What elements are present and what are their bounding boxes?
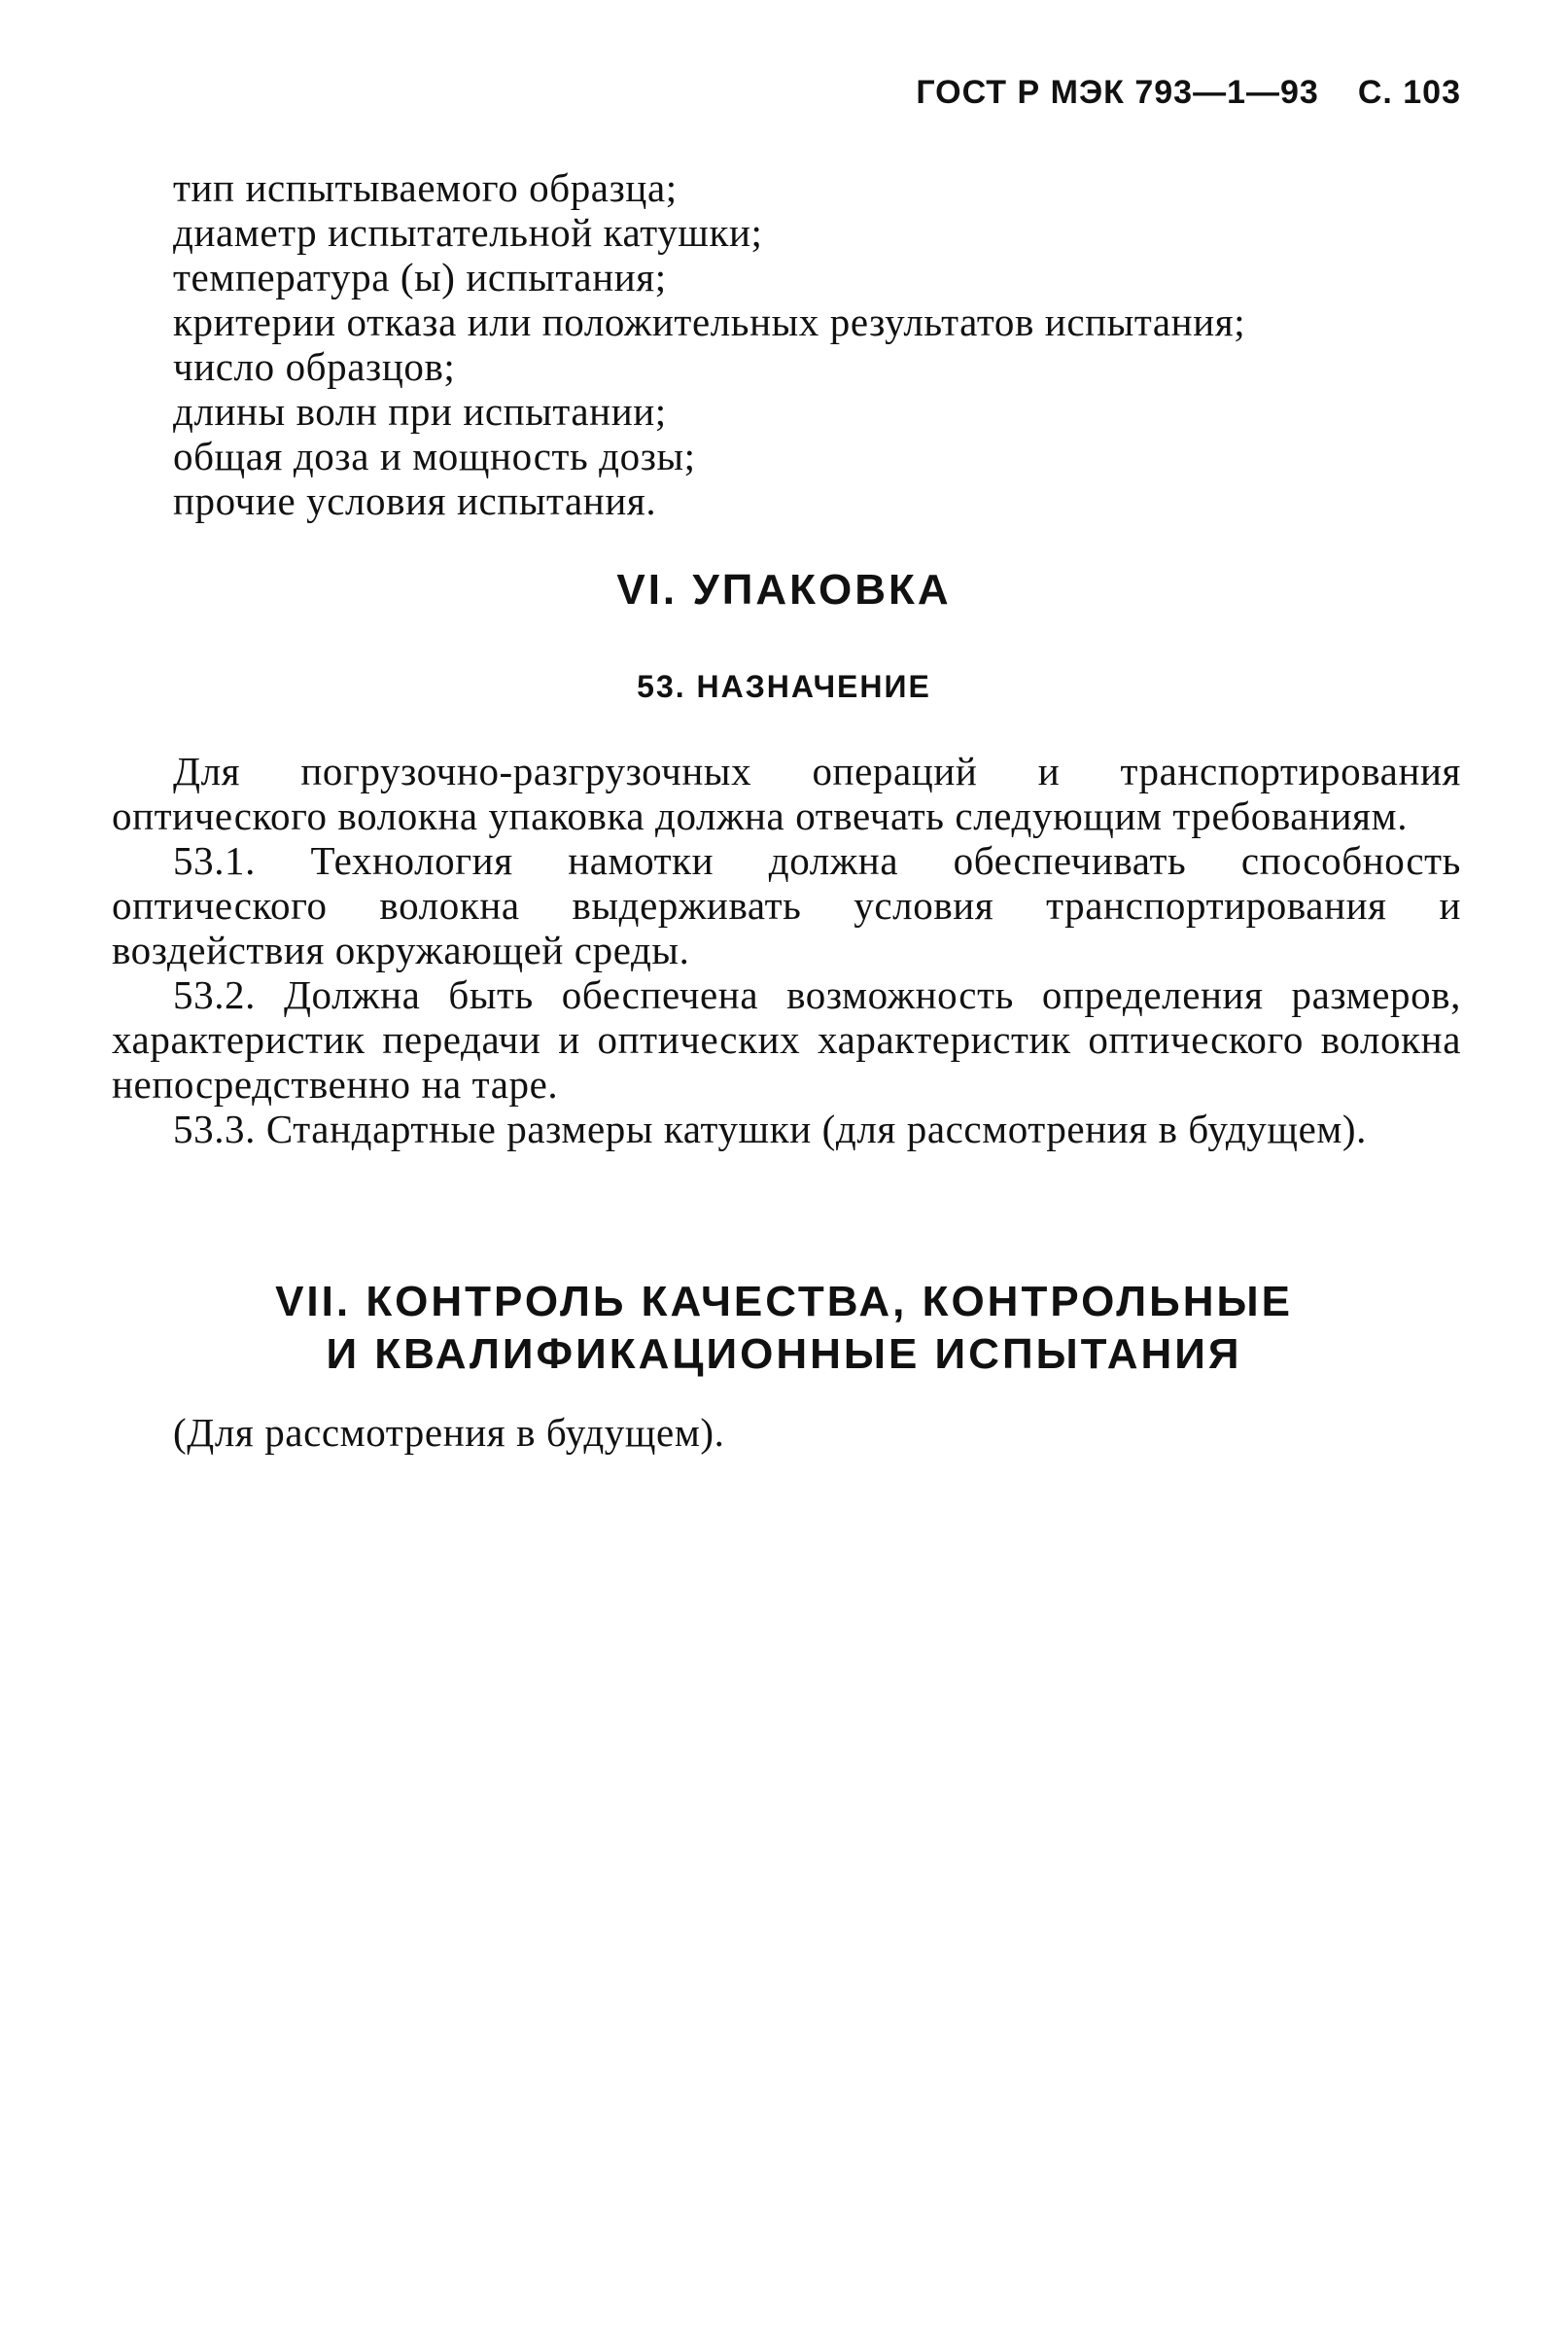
- section-53-body: [112, 749, 1461, 1151]
- paragraph-intro: Для погрузочно-разгрузочных операций и транспортирования оптического волокна упаковка должна отвечать следующим требованиям.: [112, 749, 1461, 838]
- section-vi-title: VI. УПАКОВКА: [616, 566, 952, 614]
- list-item: температура (ы) испытания;: [173, 255, 667, 299]
- document-code: ГОСТ Р МЭК 793—1—93: [916, 74, 1319, 111]
- paragraph-53-2: 53.2. Должна быть обеспечена возможность определения размеров, характеристик передачи и оптических характеристик оптического волокна непосредственно на таре.: [112, 972, 1461, 1107]
- list-item: длины волн при испытании;: [173, 389, 667, 434]
- section-vii-title-line1: VII. КОНТРОЛЬ КАЧЕСТВА, КОНТРОЛЬНЫЕ: [275, 1278, 1293, 1325]
- list-item: критерии отказа или положительных результатов испытания;: [173, 299, 1246, 344]
- running-header: [916, 74, 1461, 112]
- list-item: число образцов;: [173, 344, 456, 389]
- list-item: диаметр испытательной катушки;: [173, 210, 763, 255]
- paragraph-53-1: 53.1. Технология намотки должна обеспечивать способность оптического волокна выдерживать условия транспортирования и воздействия окружающей среды.: [112, 838, 1461, 972]
- list-item: общая доза и мощность дозы;: [173, 434, 696, 478]
- page-number: С. 103: [1357, 74, 1461, 111]
- section-vii-title: [0, 1276, 1568, 1381]
- list-item: тип испытываемого образца;: [173, 165, 678, 210]
- test-conditions-list: [173, 165, 1495, 523]
- list-item: прочие условия испытания.: [173, 478, 657, 523]
- section-vii-note: (Для рассмотрения в будущем).: [173, 1410, 725, 1455]
- subsection-53-title: 53. НАЗНАЧЕНИЕ: [637, 669, 931, 704]
- section-vii-title-line2: И КВАЛИФИКАЦИОННЫЕ ИСПЫТАНИЯ: [326, 1330, 1242, 1378]
- paragraph-53-3: 53.3. Стандартные размеры катушки (для рассмотрения в будущем).: [173, 1107, 1368, 1151]
